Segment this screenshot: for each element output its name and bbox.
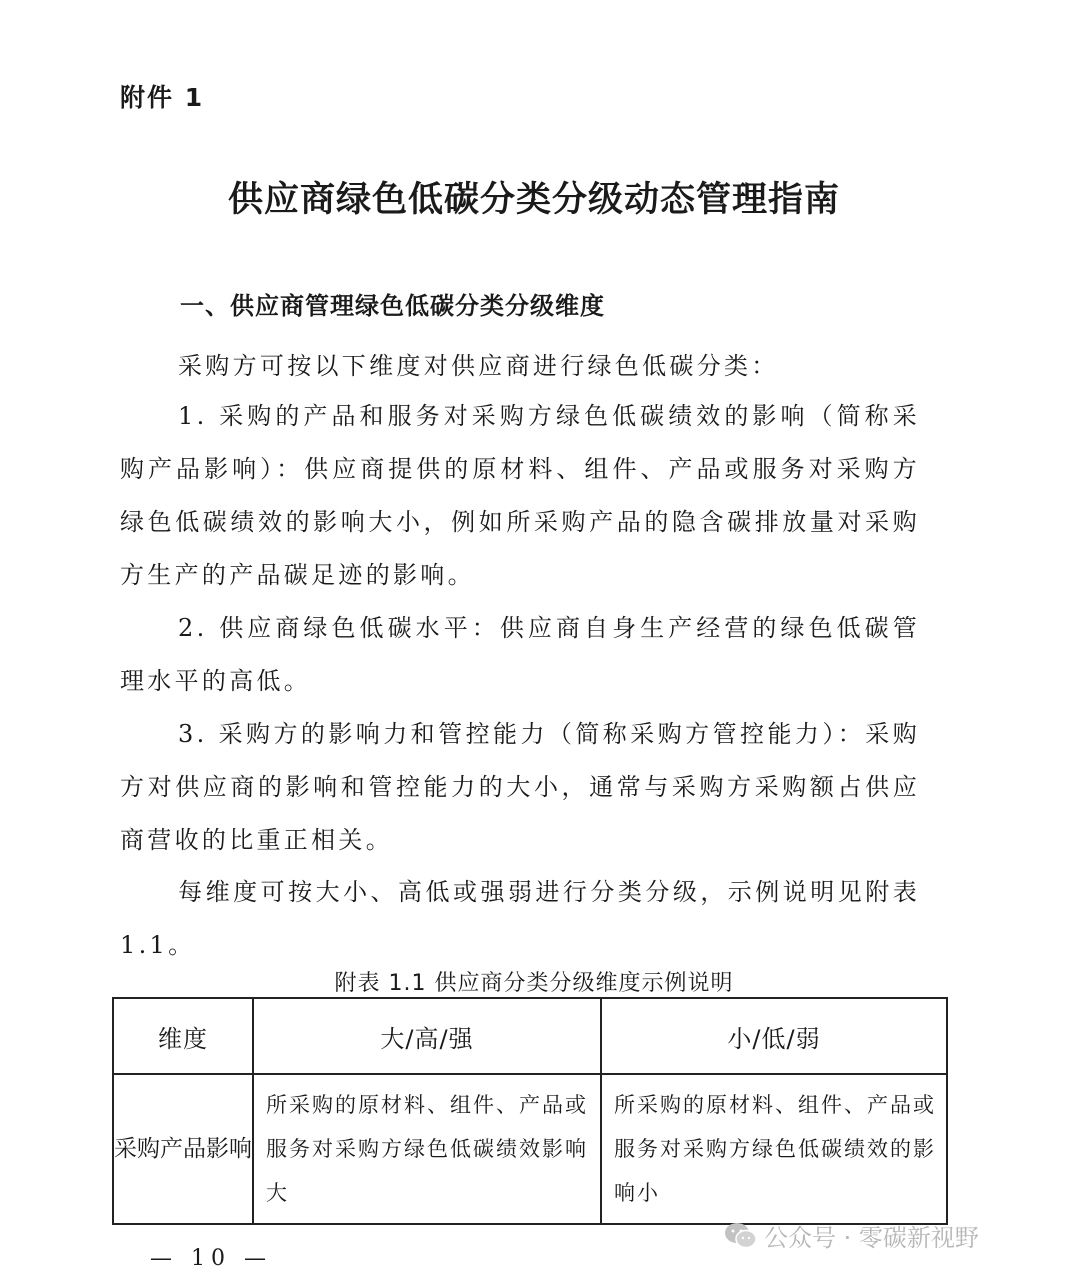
wechat-icon [724,1222,758,1250]
row-high-desc: 所采购的原材料、组件、产品或服务对采购方绿色低碳绩效影响大 [253,1074,601,1224]
watermark-text: 公众号 · 零碳新视野 [764,1224,979,1252]
paragraph-summary: 每维度可按大小、高低或强弱进行分类分级，示例说明见附表 1.1。 [120,878,920,959]
row-dimension: 采购产品影响 [113,1074,253,1224]
table-header-row [113,998,947,1074]
dimension-table [112,997,948,1225]
header-dimension: 维度 [113,998,253,1074]
row-low-desc: 所采购的原材料、组件、产品或服务对采购方绿色低碳绩效的影响小 [601,1074,947,1224]
paragraph-item-2: 2. 供应商绿色低碳水平：供应商自身生产经营的绿色低碳管理水平的高低。 [120,614,920,695]
table-row [113,1074,947,1224]
document-title: 供应商绿色低碳分类分级动态管理指南 [227,180,840,220]
header-high: 大/高/强 [253,998,601,1074]
page-number: — 10 — [150,1246,272,1271]
paragraph-item-1: 1. 采购的产品和服务对采购方绿色低碳绩效的影响（简称采购产品影响）：供应商提供的原材料、组件、产品或服务对采购方绿色低碳绩效的影响大小，例如所采购产品的隐含碳排放量对采购方生产的产品碳足迹的影响。 [120,402,920,589]
annex-label: 附件 1 [120,83,205,112]
watermark [724,1218,979,1253]
table-caption: 附表 1.1 供应商分类分级维度示例说明 [334,971,734,996]
header-low: 小/低/弱 [601,998,947,1074]
section-heading: 一、供应商管理绿色低碳分类分级维度 [180,292,605,320]
paragraph-item-3: 3. 采购方的影响力和管控能力（简称采购方管控能力）：采购方对供应商的影响和管控能力的大小，通常与采购方采购额占供应商营收的比重正相关。 [120,720,920,854]
paragraph-intro: 采购方可按以下维度对供应商进行绿色低碳分类： [178,352,779,380]
